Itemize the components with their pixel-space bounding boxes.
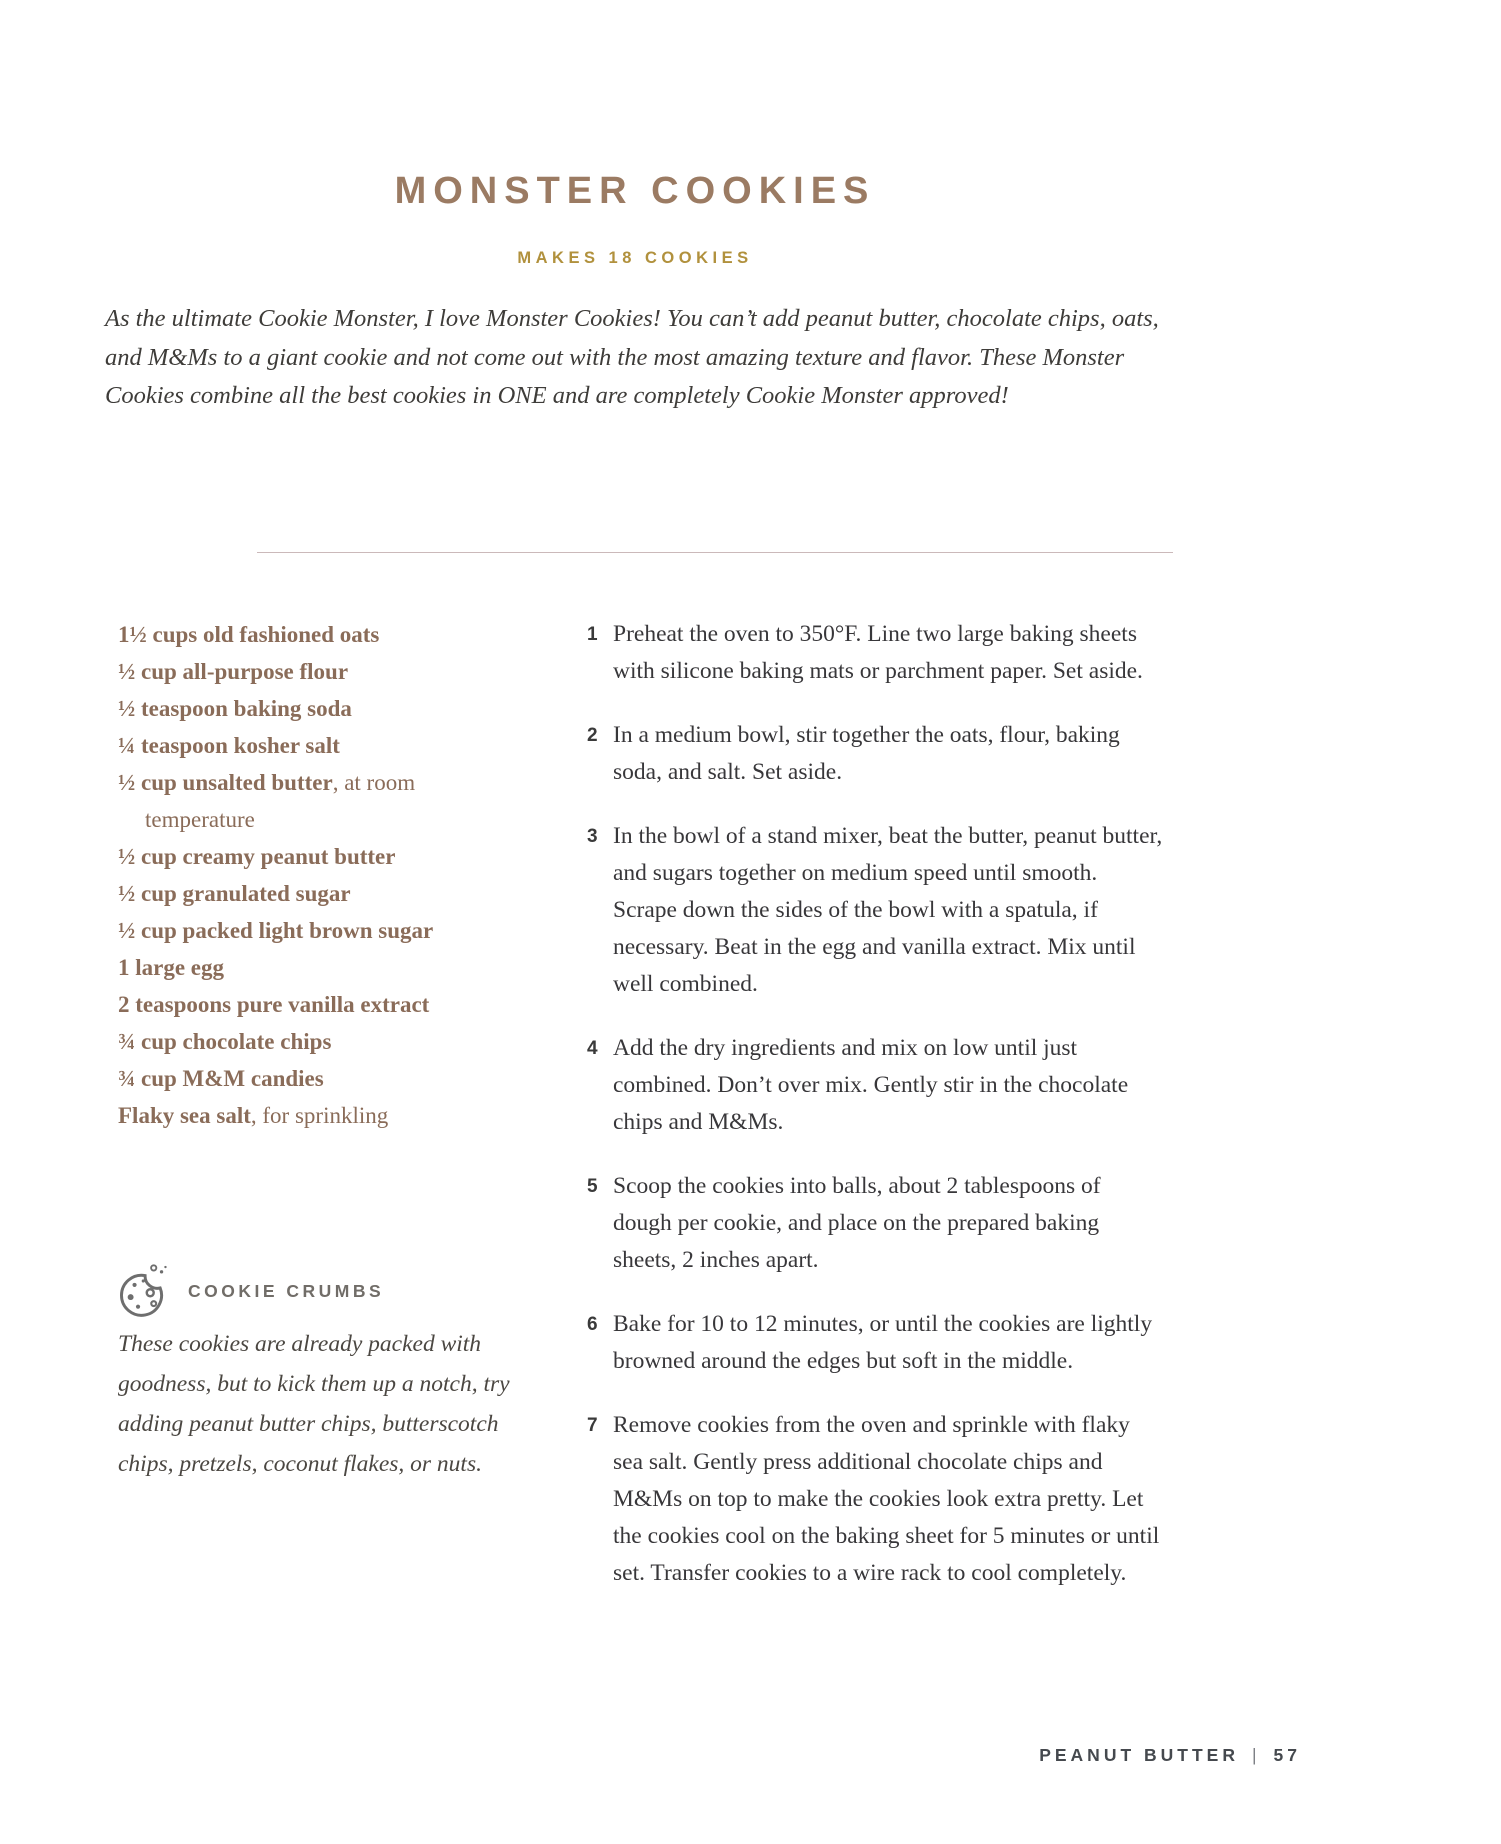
- footer-separator: |: [1251, 1745, 1261, 1765]
- ingredient-main: 2 teaspoons pure vanilla extract: [118, 992, 430, 1017]
- step-item: [587, 1168, 1165, 1279]
- ingredient-item: [118, 764, 470, 838]
- step-number: 1: [587, 624, 598, 645]
- ingredient-item: [118, 875, 470, 912]
- ingredient-item: [118, 986, 470, 1023]
- ingredient-main: ½ cup unsalted butter: [118, 770, 333, 795]
- ingredient-main: ½ cup all-purpose flour: [118, 659, 349, 684]
- page-footer: [1039, 1745, 1301, 1766]
- step-text: Add the dry ingredients and mix on low until just combined. Don’t over mix. Gently stir in the chocolate chips and M&Ms.: [613, 1035, 1129, 1135]
- ingredient-item: [118, 1060, 470, 1097]
- section-divider: [257, 552, 1173, 553]
- tip-header: [118, 1262, 518, 1320]
- ingredient-main: ¾ cup M&M candies: [118, 1066, 324, 1091]
- ingredient-main: ¾ cup chocolate chips: [118, 1029, 332, 1054]
- ingredient-item: [118, 616, 470, 653]
- ingredient-main: Flaky sea salt: [118, 1103, 251, 1128]
- ingredient-item: [118, 1023, 470, 1060]
- ingredient-list: [118, 616, 470, 1134]
- yield-label: MAKES 18 COOKIES: [517, 249, 753, 267]
- step-number: 3: [587, 826, 598, 847]
- step-item: [587, 1306, 1165, 1380]
- step-item: [587, 818, 1165, 1003]
- ingredient-item: [118, 912, 470, 949]
- tip-text: These cookies are already packed with goodness, but to kick them up a notch, try adding peanut butter chips, butterscotch chips, pretzels, coconut flakes, or nuts.: [118, 1331, 510, 1477]
- step-number: 4: [587, 1038, 598, 1059]
- footer-page-number: 57: [1273, 1745, 1301, 1765]
- step-text: Bake for 10 to 12 minutes, or until the cookies are lightly browned around the edges but soft in the middle.: [613, 1311, 1153, 1374]
- recipe-title: MONSTER COOKIES: [394, 170, 876, 212]
- ingredient-item: [118, 1097, 470, 1134]
- ingredient-note: , at room temperature: [145, 770, 416, 832]
- ingredient-main: ¼ teaspoon kosher salt: [118, 733, 340, 758]
- step-item: [587, 1407, 1165, 1592]
- ingredient-item: [118, 727, 470, 764]
- step-item: [587, 717, 1165, 791]
- step-text: In the bowl of a stand mixer, beat the butter, peanut butter, and sugars together on medium speed until smooth. Scrape down the sides of the bowl with a spatula, if necessary. Beat in the egg and vanilla extract. Mix until well combined.: [613, 823, 1163, 997]
- ingredient-main: 1½ cups old fashioned oats: [118, 622, 380, 647]
- step-number: 5: [587, 1176, 598, 1197]
- ingredient-item: [118, 653, 470, 690]
- step-number: 2: [587, 725, 598, 746]
- ingredient-main: ½ teaspoon baking soda: [118, 696, 352, 721]
- step-item: [587, 1030, 1165, 1141]
- ingredient-main: 1 large egg: [118, 955, 225, 980]
- step-text: In a medium bowl, stir together the oats, flour, baking soda, and salt. Set aside.: [613, 722, 1120, 785]
- step-number: 6: [587, 1314, 598, 1335]
- ingredient-main: ½ cup packed light brown sugar: [118, 918, 434, 943]
- recipe-intro: As the ultimate Cookie Monster, I love Monster Cookies! You can’t add peanut butter, chocolate chips, oats, and M&Ms to a giant cookie and not come out with the most amazing texture and flavor. These Monster Cookies combine all the best cookies in ONE and are completely Cookie Monster approved!: [105, 305, 1159, 410]
- ingredient-note: , for sprinkling: [250, 1103, 389, 1128]
- ingredient-item: [118, 690, 470, 727]
- cookie-icon: [118, 1263, 172, 1319]
- step-text: Scoop the cookies into balls, about 2 tablespoons of dough per cookie, and place on the prepared baking sheets, 2 inches apart.: [613, 1173, 1101, 1273]
- step-number: 7: [587, 1415, 598, 1436]
- step-text: Remove cookies from the oven and sprinkle with flaky sea salt. Gently press additional chocolate chips and M&Ms on top to make the cookies look extra pretty. Let the cookies cool on the baking sheet for 5 minutes or until set. Transfer cookies to a wire rack to cool completely.: [613, 1412, 1160, 1586]
- step-item: [587, 616, 1165, 690]
- footer-section-label: PEANUT BUTTER: [1039, 1745, 1239, 1765]
- step-text: Preheat the oven to 350°F. Line two large baking sheets with silicone baking mats or parchment paper. Set aside.: [613, 621, 1143, 684]
- ingredient-item: [118, 949, 470, 986]
- ingredient-main: ½ cup granulated sugar: [118, 881, 351, 906]
- ingredient-main: ½ cup creamy peanut butter: [118, 844, 396, 869]
- step-list: [587, 616, 1165, 1619]
- ingredient-item: [118, 838, 470, 875]
- tip-heading: COOKIE CRUMBS: [188, 1280, 385, 1301]
